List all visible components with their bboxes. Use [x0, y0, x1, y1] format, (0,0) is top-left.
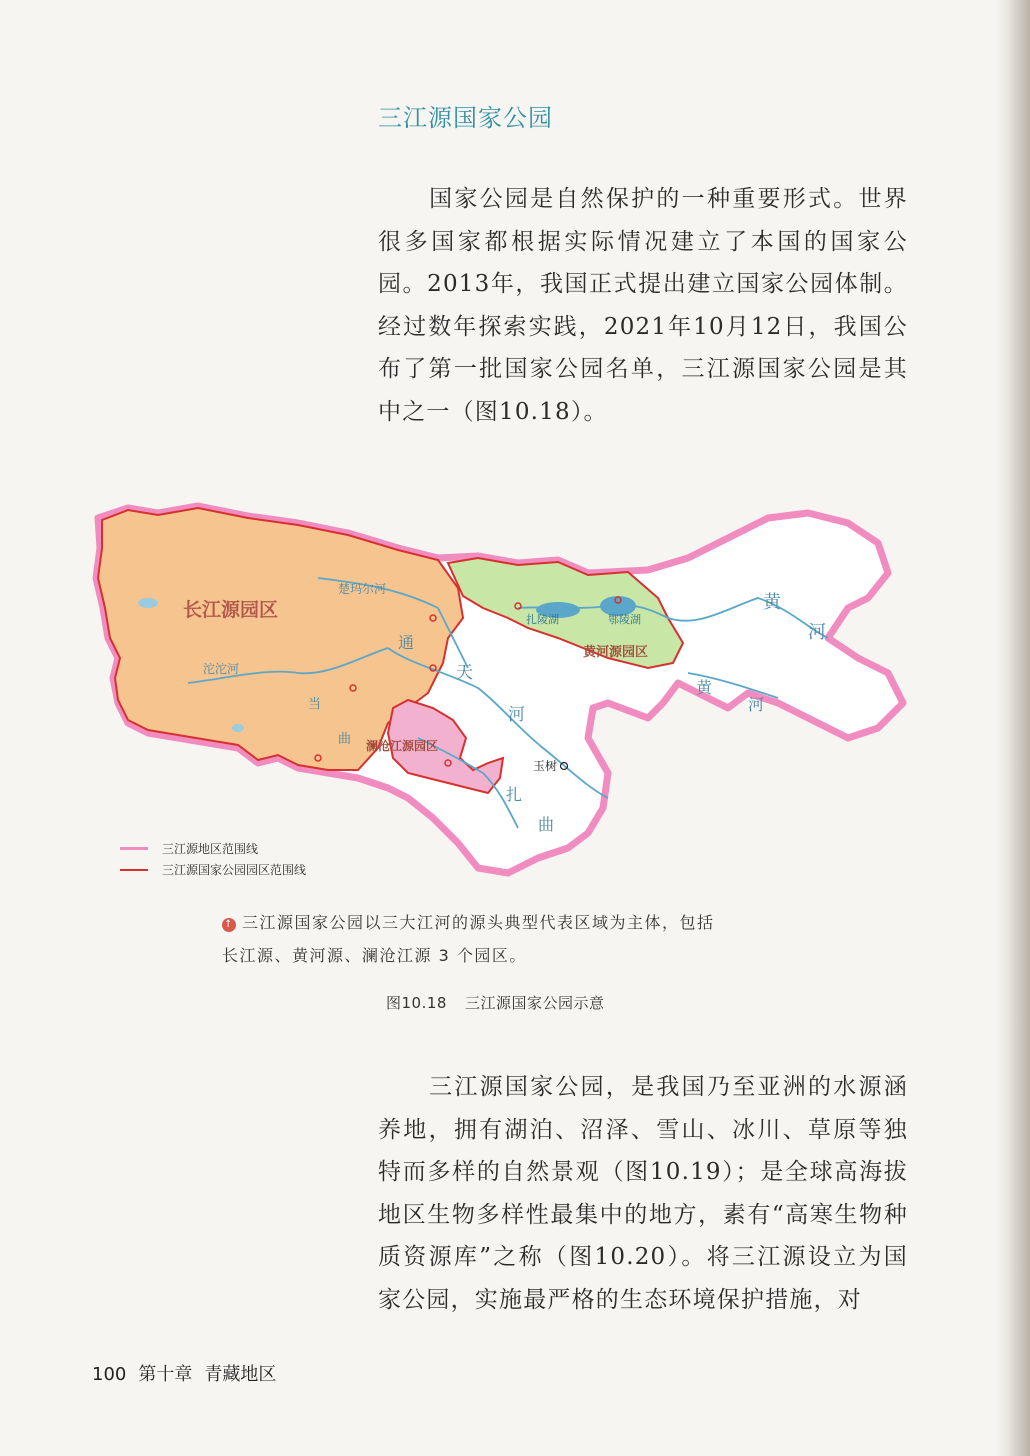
legend-swatch-park	[120, 869, 148, 871]
caption-line-1	[222, 906, 822, 939]
zaling-lake-label: 扎陵湖	[526, 613, 559, 626]
legend-item-region	[120, 838, 306, 859]
qu-lower-label: 曲	[538, 815, 555, 834]
page-edge-shadow	[996, 0, 1030, 1456]
lake-small-1	[138, 598, 158, 608]
tuotuo-river-label: 沱沱河	[203, 662, 240, 676]
legend-item-park	[120, 859, 306, 880]
figure-title	[386, 992, 604, 1013]
map-caption	[222, 906, 822, 972]
paragraph-1	[378, 178, 908, 433]
page-number: 100	[92, 1364, 127, 1385]
paragraph-1-text: 国家公园是自然保护的一种重要形式。世界很多国家都根据实际情况建立了本国的国家公园。2013年，我国正式提出建立国家公园体制。经过数年探索实践，2021年10月12日，我国公布了第一批国家公园名单，三江源国家公园是其中之一（图10.18）。	[378, 186, 908, 425]
legend-swatch-region	[120, 847, 148, 850]
he-label-2: 河	[808, 622, 826, 643]
dang-label: 当	[308, 697, 322, 712]
legend-label-park: 三江源国家公园园区范围线	[162, 863, 307, 877]
arrow-up-icon: ↑	[222, 918, 236, 932]
caption-line-2: 长江源、黄河源、澜沧江源 3 个园区。	[222, 946, 527, 965]
page-footer	[92, 1360, 288, 1386]
he-label-3: 河	[748, 695, 765, 714]
sanjiangyuan-map	[88, 488, 918, 888]
section-title: 三江源国家公园	[378, 104, 553, 132]
chapter-title: 青藏地区	[204, 1364, 277, 1385]
eling-lake-label: 鄂陵湖	[608, 613, 641, 626]
caption-line-1-text: 三江源国家公园以三大江河的源头典型代表区域为主体，包括	[242, 913, 715, 932]
legend-label-region: 三江源地区范围线	[162, 842, 259, 856]
tong-label: 通	[398, 633, 415, 652]
changjiang-park-label: 长江源园区	[183, 599, 279, 621]
chumaer-river-label: 楚玛尔河	[338, 582, 387, 596]
paragraph-2	[378, 1066, 908, 1321]
he-label: 河	[508, 705, 525, 725]
lancang-park-label: 澜沧江源园区	[366, 739, 439, 753]
figure-number: 图10.18	[386, 994, 447, 1012]
qu-label: 曲	[338, 732, 352, 747]
lake-small-2	[232, 724, 244, 732]
chapter-label: 第十章	[138, 1364, 193, 1385]
huanghe-park-label: 黄河源园区	[583, 645, 649, 660]
map-legend	[120, 838, 306, 880]
tian-label: 天	[456, 663, 473, 683]
yushu-label: 玉树	[533, 759, 558, 773]
paragraph-2-text: 三江源国家公园，是我国乃至亚洲的水源涵养地，拥有湖泊、沼泽、雪山、冰川、草原等独特而多样的自然景观（图10.19）；是全球高海拔地区生物多样性最集中的地方，素有“高寒生物种质资源库”之称（图10.20）。将三江源设立为国家公园，实施最严格的生态环境保护措施，对	[378, 1074, 908, 1313]
huang-label-2: 黄	[696, 678, 713, 697]
za-lower-label: 扎	[506, 785, 523, 804]
figure-title-text: 三江源国家公园示意	[464, 994, 605, 1012]
huang-label-1: 黄	[763, 592, 781, 613]
